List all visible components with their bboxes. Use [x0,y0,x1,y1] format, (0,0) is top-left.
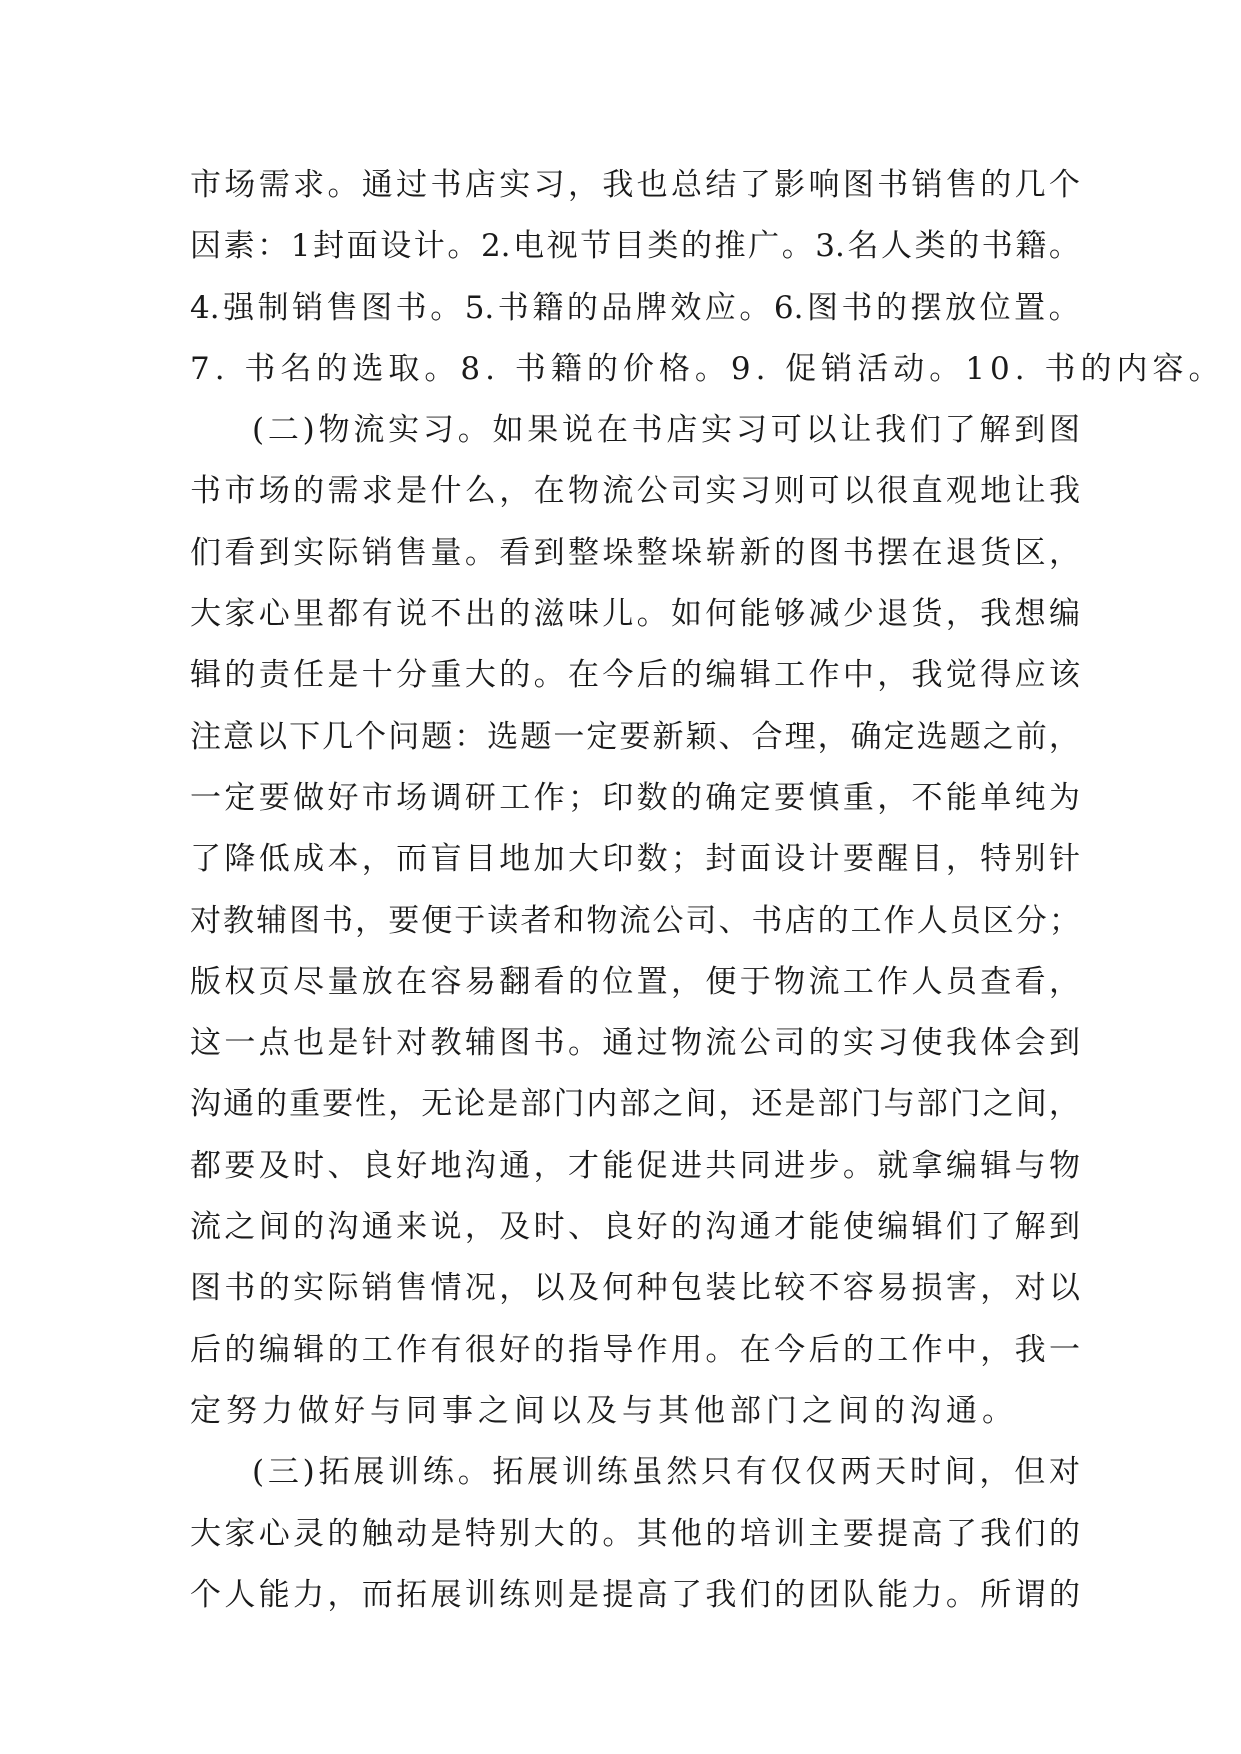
text-line: 图 书 的 实 际 销 售 情 况 ， 以 及 何 种 包 装 比 较 不 容 易 损 害 ， 对 以 [190,1270,1080,1307]
text-line: ( 三 ) 拓 展 训 练 。 拓 展 训 练 虽 然 只 有 仅 仅 两 天 时 间 ， 但 对 [252,1454,1080,1491]
text-line: 流 之 间 的 沟 通 来 说 ， 及 时 、 良 好 的 沟 通 才 能 使 编 辑 们 了 解 到 [190,1209,1080,1246]
text-line: 辑 的 责 任 是 十 分 重 大 的 。 在 今 后 的 编 辑 工 作 中 ， 我 觉 得 应 该 [190,657,1080,694]
text-line: 这 一 点 也 是 针 对 教 辅 图 书 。 通 过 物 流 公 司 的 实 习 使 我 体 会 到 [190,1025,1080,1062]
body-text [190,155,1225,1626]
text-line: 7. 书名的选取。8. 书籍的价格。9. 促销活动。10. 书的内容。 [190,350,1225,387]
text-line: 大 家 心 里 都 有 说 不 出 的 滋 味 儿 。 如 何 能 够 减 少 退 货 ， 我 想 编 [190,596,1080,633]
text-line: 版 权 页 尽 量 放 在 容 易 翻 看 的 位 置 ， 便 于 物 流 工 作 人 员 查 看 ， [190,963,1080,1000]
text-line: ( 二 ) 物 流 实 习 。 如 果 说 在 书 店 实 习 可 以 让 我 们 了 解 到 图 [252,412,1080,449]
text-line: 都 要 及 时 、 良 好 地 沟 通 ， 才 能 促 进 共 同 进 步 。 就 拿 编 辑 与 物 [190,1147,1080,1184]
text-line: 对 教 辅 图 书 ， 要 便 于 读 者 和 物 流 公 司 、 书 店 的 工 作 人 员 区 分 ； [190,902,1080,939]
text-line: 了 降 低 成 本 ， 而 盲 目 地 加 大 印 数 ； 封 面 设 计 要 醒 目 ， 特 别 针 [190,841,1080,878]
text-line: 大 家 心 灵 的 触 动 是 特 别 大 的 。 其 他 的 培 训 主 要 提 高 了 我 们 的 [190,1515,1080,1552]
text-line: 后 的 编 辑 的 工 作 有 很 好 的 指 导 作 用 。 在 今 后 的 工 作 中 ， 我 一 [190,1331,1080,1368]
text-line: 4. 强 制 销 售 图 书 。 5. 书 籍 的 品 牌 效 应 。 6. 图 书 的 摆 放 位 置 。 [190,289,1080,326]
text-line: 市 场 需 求 。 通 过 书 店 实 习 ， 我 也 总 结 了 影 响 图 书 销 售 的 几 个 [190,167,1080,203]
text-line: 书 市 场 的 需 求 是 什 么 ， 在 物 流 公 司 实 习 则 可 以 很 直 观 地 让 我 [190,473,1080,510]
text-line: 们 看 到 实 际 销 售 量 。 看 到 整 垛 整 垛 崭 新 的 图 书 摆 在 退 货 区 ， [190,534,1080,571]
text-line: 注 意 以 下 几 个 问 题 ： 选 题 一 定 要 新 颖 、 合 理 ， 确 定 选 题 之 前 ， [190,718,1080,755]
text-line: 沟 通 的 重 要 性 ， 无 论 是 部 门 内 部 之 间 ， 还 是 部 门 与 部 门 之 间 ， [190,1086,1080,1123]
text-line: 一 定 要 做 好 市 场 调 研 工 作 ； 印 数 的 确 定 要 慎 重 ， 不 能 单 纯 为 [190,779,1080,816]
text-line: 定努力做好与同事之间以及与其他部门之间的沟通。 [190,1392,1018,1429]
text-line: 个 人 能 力 ， 而 拓 展 训 练 则 是 提 高 了 我 们 的 团 队 能 力 。 所 谓 的 [190,1576,1080,1613]
text-line: 因 素 ： 1 封 面 设 计 。 2. 电 视 节 目 类 的 推 广 。 3. 名 人 类 的 书 籍 。 [190,228,1080,265]
